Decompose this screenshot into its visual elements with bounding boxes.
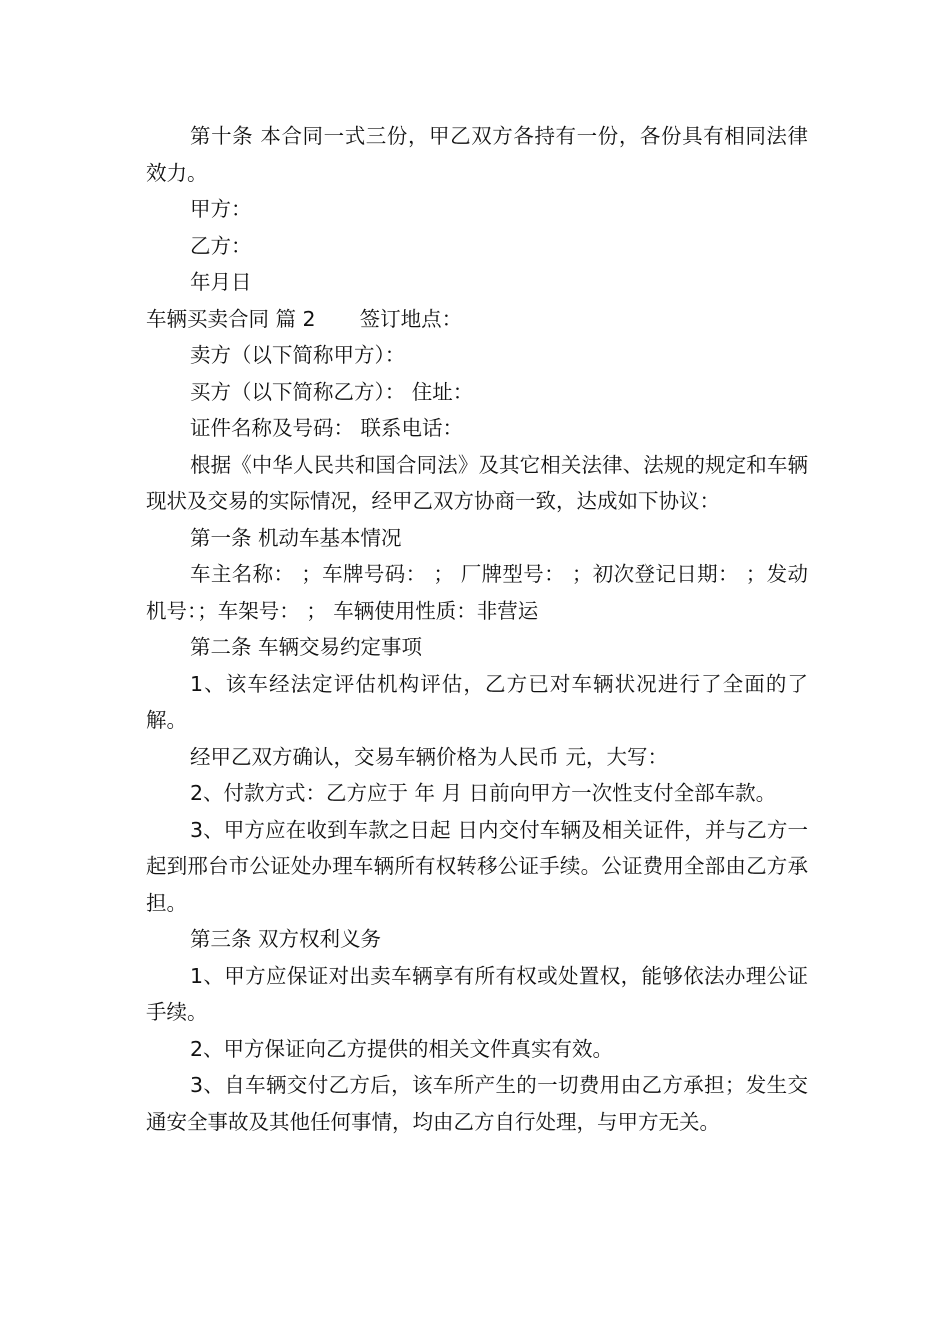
- paragraph-article-10: 第十条 本合同一式三份，甲乙双方各持有一份，各份具有相同法律效力。: [146, 124, 808, 185]
- preamble-paragraph: 根据《中华人民共和国合同法》及其它相关法律、法规的规定和车辆现状及交易的实际情况，经甲乙双方协商一致，达成如下协议：: [146, 452, 808, 513]
- article-2-heading: 第二条 车辆交易约定事项: [190, 635, 423, 659]
- date-line: 年月日: [190, 270, 252, 294]
- party-b-signature-line: 乙方：: [190, 233, 252, 258]
- article-3-item-3: 3、自车辆交付乙方后，该车所产生的一切费用由乙方承担；发生交通安全事故及其他任何事情，均由乙方自行处理，与甲方无关。: [146, 1073, 808, 1134]
- contract-body: [146, 118, 808, 1140]
- article-3-item-2: 2、甲方保证向乙方提供的相关文件真实有效。: [190, 1036, 614, 1061]
- article-1-heading: 第一条 机动车基本情况: [190, 525, 402, 550]
- seller-line: 卖方（以下简称甲方）：: [190, 343, 406, 367]
- vehicle-info-paragraph: 车主名称： ；车牌号码： ； 厂牌型号： ；初次登记日期： ；发动机号：；车架号： ； 车辆使用性质：非营运: [146, 562, 808, 623]
- article-2-item-2: 2、付款方式：乙方应于 年 月 日前向甲方一次性支付全部车款。: [190, 781, 777, 805]
- party-a-signature-line: 甲方：: [190, 197, 252, 221]
- price-paragraph: 经甲乙双方确认，交易车辆价格为人民币 元，大写：: [190, 744, 669, 769]
- buyer-line: 买方（以下简称乙方）： 住址：: [190, 379, 474, 404]
- article-3-item-1: 1、甲方应保证对出卖车辆享有所有权或处置权，能够依法办理公证手续。: [146, 963, 808, 1024]
- contract-heading-line: [146, 301, 808, 338]
- article-2-item-1: 1、该车经法定评估机构评估，乙方已对车辆状况进行了全面的了解。: [146, 671, 808, 732]
- id-phone-line: 证件名称及号码： 联系电话：: [190, 416, 464, 440]
- signing-place-label: 签订地点：: [359, 306, 463, 331]
- article-3-heading: 第三条 双方权利义务: [190, 927, 382, 951]
- contract-title: 车辆买卖合同 篇 2: [146, 306, 316, 331]
- article-2-item-3: 3、甲方应在收到车款之日起 日内交付车辆及相关证件，并与乙方一起到邢台市公证处办理车辆所有权转移公证手续。公证费用全部由乙方承担。: [146, 817, 808, 915]
